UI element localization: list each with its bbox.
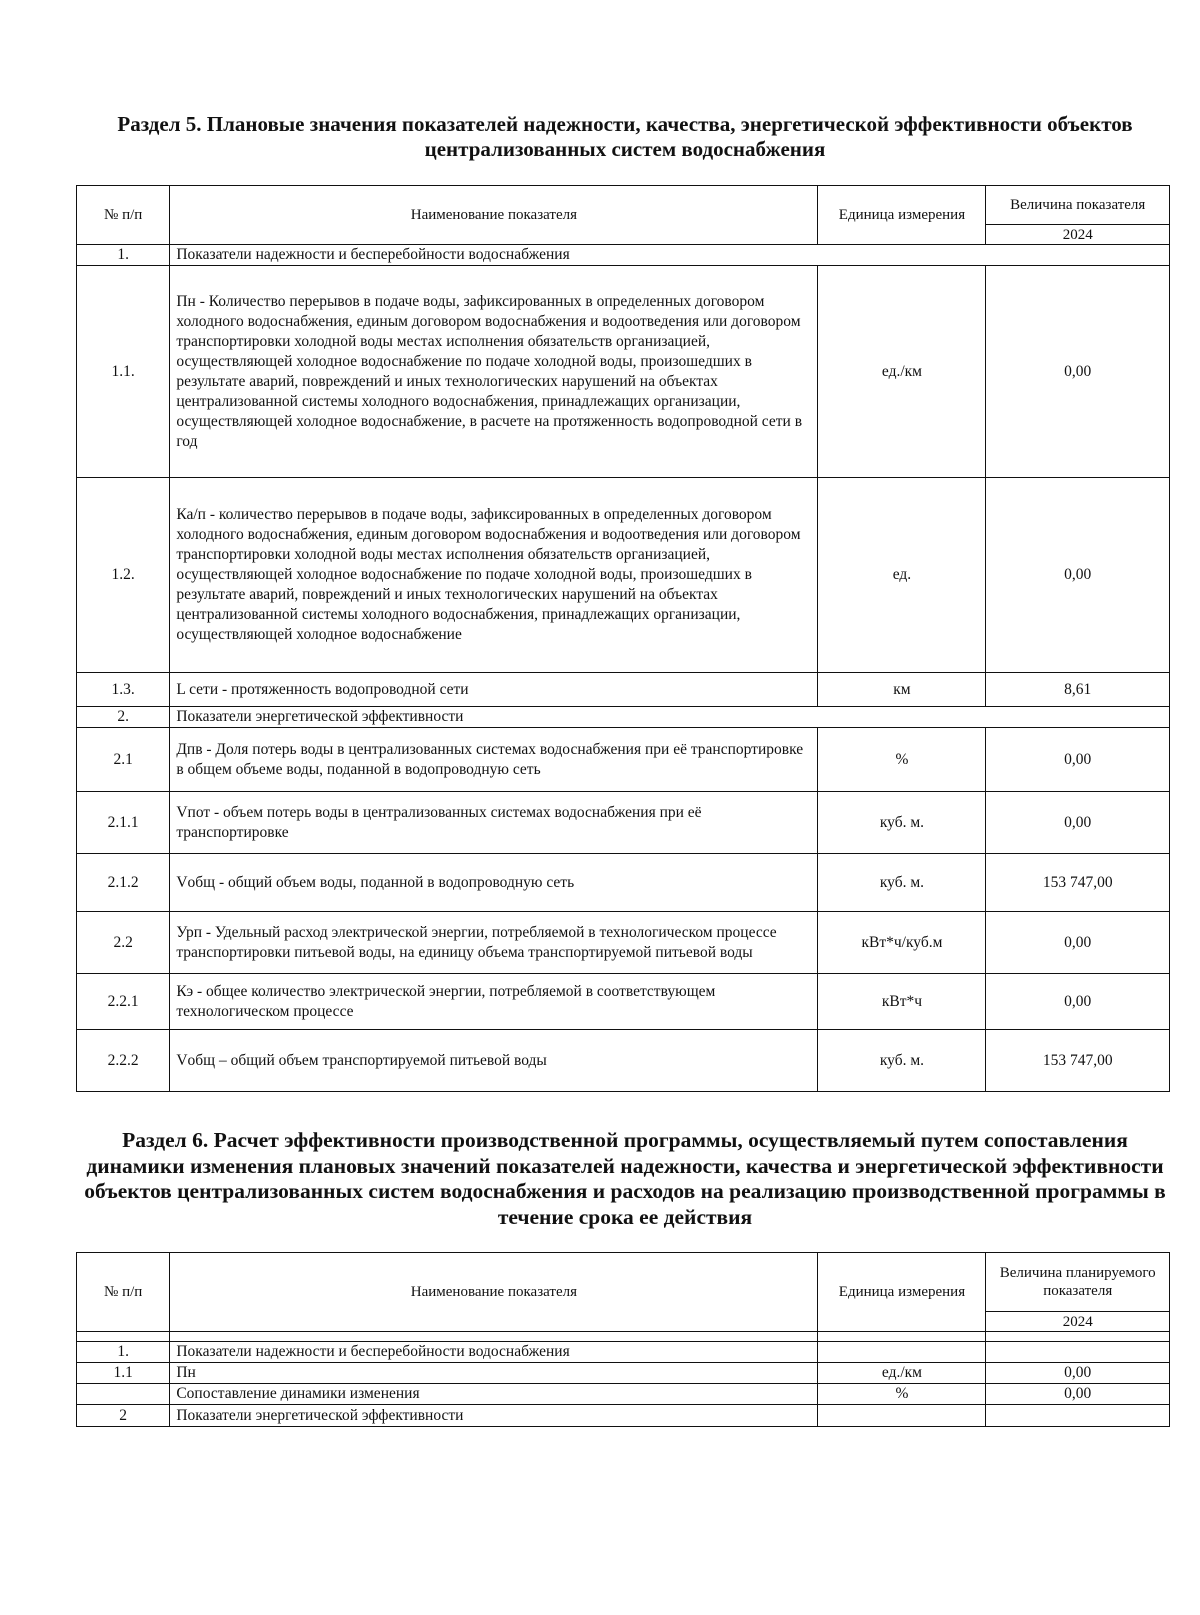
row-name: Сопоставление динамики изменения	[170, 1384, 818, 1405]
row-unit: км	[818, 673, 986, 707]
section6-table	[76, 1252, 1170, 1427]
header-unit: Единица измерения	[818, 1253, 986, 1332]
row-num: 1.	[77, 1342, 170, 1363]
header-num: № п/п	[77, 1253, 170, 1332]
header-value: Величина планируемого показателя	[986, 1253, 1170, 1312]
row-num: 2.2	[77, 912, 170, 974]
row-num: 1.	[77, 245, 170, 266]
row-num: 2	[77, 1405, 170, 1427]
table-row	[77, 1405, 1170, 1427]
table-row	[77, 673, 1170, 707]
row-unit: ед./км	[818, 1363, 986, 1384]
table-row	[77, 707, 1170, 728]
row-name: Показатели энергетической эффективности	[170, 1405, 818, 1427]
row-unit: кВт*ч	[818, 974, 986, 1030]
row-name: L сети - протяженность водопроводной сети	[170, 673, 818, 707]
row-unit: куб. м.	[818, 854, 986, 912]
row-num: 1.1	[77, 1363, 170, 1384]
row-num: 2.	[77, 707, 170, 728]
row-unit: куб. м.	[818, 792, 986, 854]
row-value: 0,00	[986, 266, 1170, 478]
row-num: 2.1.1	[77, 792, 170, 854]
table-row	[77, 792, 1170, 854]
row-num: 1.3.	[77, 673, 170, 707]
row-value: 0,00	[986, 1384, 1170, 1405]
row-value: 153 747,00	[986, 854, 1170, 912]
section6-title: Раздел 6. Расчет эффективности производственной программы, осуществляемый путем сопоставления динамики изменения плановых значений показателей надежности, качества и энергетической эффективности объектов централизованных систем водоснабжения и расходов на реализацию производственной программы в течение срока ее действия	[84, 1128, 1166, 1229]
header-unit: Единица измерения	[818, 186, 986, 245]
table-row	[77, 1363, 1170, 1384]
row-name: Ка/п - количество перерывов в подаче воды, зафиксированных в определенных договором холодного водоснабжения, единым договором водоснабжения и водоотведения или договором транспортировки холодной воды местах исполнения обязательств организацией, осуществляющей холодное водоснабжение по подаче холодной воды, произошедших в результате аварий, повреждений и иных технологических нарушений на объектах централизованной системы холодного водоснабжения, принадлежащих организации, осуществляющей холодное водоснабжение	[170, 478, 818, 673]
row-name: Пн	[170, 1363, 818, 1384]
row-unit: %	[818, 1384, 986, 1405]
row-name: Показатели надежности и бесперебойности водоснабжения	[170, 1342, 818, 1363]
header-num: № п/п	[77, 186, 170, 245]
row-unit: куб. м.	[818, 1030, 986, 1092]
row-num: 2.1.2	[77, 854, 170, 912]
row-num: 1.1.	[77, 266, 170, 478]
row-num	[77, 1384, 170, 1405]
row-name: Урп - Удельный расход электрической энергии, потребляемой в технологическом процессе транспортировки питьевой воды, на единицу объема транспортируемой питьевой воды	[170, 912, 818, 974]
row-value: 8,61	[986, 673, 1170, 707]
row-name: Пн - Количество перерывов в подаче воды, зафиксированных в определенных договором холодного водоснабжения, единым договором водоснабжения и водоотведения или договором транспортировки холодной воды местах исполнения обязательств организацией, осуществляющей холодное водоснабжение по подаче холодной воды, произошедших в результате аварий, повреждений и иных технологических нарушений на объектах централизованной системы холодного водоснабжения, принадлежащих организации, осуществляющей холодное водоснабжение, в расчете на протяженность водопроводной сети в год	[170, 266, 818, 478]
table-row	[77, 478, 1170, 673]
section5-table	[76, 185, 1170, 1092]
table-row	[77, 912, 1170, 974]
row-name: Vпот - объем потерь воды в централизованных системах водоснабжения при её транспортировке	[170, 792, 818, 854]
row-name: Дпв - Доля потерь воды в централизованных системах водоснабжения при её транспортировке в общем объеме воды, поданной в водопроводную сеть	[170, 728, 818, 792]
row-name: Показатели энергетической эффективности	[170, 707, 1170, 728]
table-row	[77, 266, 1170, 478]
table-row	[77, 1342, 1170, 1363]
row-name: Кэ - общее количество электрической энергии, потребляемой в соответствующем технологическом процессе	[170, 974, 818, 1030]
row-unit: %	[818, 728, 986, 792]
row-num: 2.2.1	[77, 974, 170, 1030]
table-row	[77, 245, 1170, 266]
row-value: 153 747,00	[986, 1030, 1170, 1092]
row-value: 0,00	[986, 728, 1170, 792]
row-num: 2.1	[77, 728, 170, 792]
header-name: Наименование показателя	[170, 1253, 818, 1332]
row-value: 0,00	[986, 792, 1170, 854]
row-unit	[818, 1405, 986, 1427]
row-value: 0,00	[986, 974, 1170, 1030]
row-num: 2.2.2	[77, 1030, 170, 1092]
row-name: Vобщ – общий объем транспортируемой питьевой воды	[170, 1030, 818, 1092]
row-unit: кВт*ч/куб.м	[818, 912, 986, 974]
row-unit	[818, 1342, 986, 1363]
row-value: 0,00	[986, 1363, 1170, 1384]
row-unit: ед.	[818, 478, 986, 673]
section5-title: Раздел 5. Плановые значения показателей надежности, качества, энергетической эффективности объектов централизованных систем водоснабжения	[117, 112, 1133, 161]
header-value: Величина показателя	[986, 186, 1170, 225]
table-row	[77, 728, 1170, 792]
row-num: 1.2.	[77, 478, 170, 673]
row-value	[986, 1405, 1170, 1427]
table-row	[77, 974, 1170, 1030]
header-year: 2024	[986, 1312, 1170, 1332]
table-row	[77, 1384, 1170, 1405]
row-name: Vобщ - общий объем воды, поданной в водопроводную сеть	[170, 854, 818, 912]
row-unit: ед./км	[818, 266, 986, 478]
spacer-row	[77, 1332, 1170, 1342]
row-value: 0,00	[986, 478, 1170, 673]
table-row	[77, 1030, 1170, 1092]
header-year: 2024	[986, 225, 1170, 245]
header-name: Наименование показателя	[170, 186, 818, 245]
row-name: Показатели надежности и бесперебойности водоснабжения	[170, 245, 1170, 266]
table-row	[77, 854, 1170, 912]
row-value	[986, 1342, 1170, 1363]
row-value: 0,00	[986, 912, 1170, 974]
